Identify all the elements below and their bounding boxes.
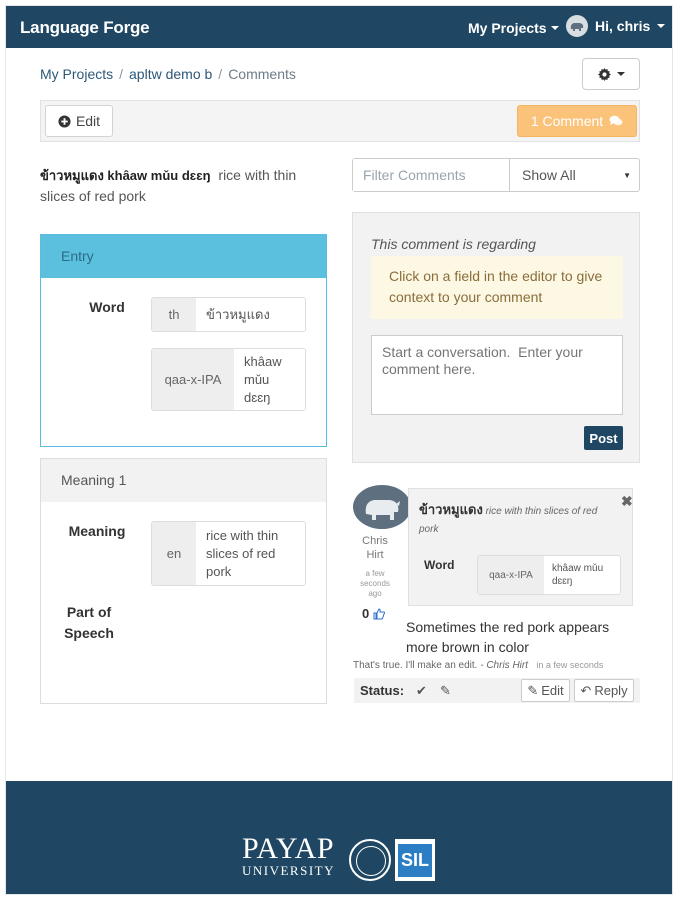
status-label: Status:: [360, 683, 405, 698]
meaning-en-value[interactable]: rice with thin slices of red pork: [196, 522, 305, 585]
footer: [6, 781, 673, 895]
context-lexeme-word: ข้าวหมูแดง: [419, 502, 483, 517]
close-icon[interactable]: ✖: [621, 493, 633, 509]
meaning-en-field[interactable]: [151, 521, 306, 586]
thumbs-up-icon[interactable]: [373, 608, 385, 620]
entry-panel: [40, 234, 327, 447]
payap-logo: [242, 834, 335, 878]
context-ipa-value: khâaw mǔu dɛɛŋ: [544, 556, 620, 594]
meaning-panel-header: Meaning 1: [41, 459, 326, 502]
summary-definition: rice with thin slices of red pork: [40, 167, 297, 204]
context-ipa-field: [477, 555, 621, 595]
plus-circle-icon: [58, 115, 71, 128]
user-label: Hi, chris: [595, 18, 651, 34]
caret-down-icon: [551, 26, 559, 30]
comment-author: Chris Hirt: [362, 535, 388, 561]
context-word-label: Word: [424, 558, 455, 572]
meaning-en-tag: en: [152, 522, 196, 585]
meaning-field-label: Meaning: [68, 523, 126, 539]
word-ipa-value[interactable]: khâaw mǔu dɛɛŋ: [234, 349, 305, 410]
avatar: [353, 485, 411, 529]
brand-title[interactable]: Language Forge: [20, 18, 150, 37]
context-lexeme: [419, 501, 619, 539]
like-count: 0: [362, 606, 370, 621]
word-ipa-field[interactable]: [151, 348, 306, 411]
word-ipa-tag: qaa-x-IPA: [152, 349, 234, 410]
payap-logo-top: PAYAP: [242, 832, 335, 865]
breadcrumb-project[interactable]: apltw demo b: [129, 66, 213, 82]
comment-time: a few seconds ago: [360, 569, 390, 598]
edit-icon: ✎: [527, 682, 539, 698]
comment-filter-group: [352, 158, 640, 192]
reply-button-label: Reply: [594, 683, 628, 698]
show-all-select[interactable]: [510, 159, 639, 191]
edit-comment-label: Edit: [541, 683, 564, 698]
word-th-tag: th: [152, 298, 196, 331]
breadcrumb-projects[interactable]: My Projects: [40, 66, 114, 82]
reply-icon: ↶: [580, 682, 592, 698]
reply-item: [353, 660, 643, 671]
sil-logo-text: SIL: [398, 844, 432, 877]
sil-logo: [395, 839, 435, 881]
word-th-field[interactable]: [151, 297, 306, 332]
comment-status-bar: [354, 678, 640, 703]
breadcrumb-separator: /: [218, 66, 223, 82]
context-ipa-tag: qaa-x-IPA: [478, 556, 544, 594]
entry-summary: [40, 165, 330, 207]
new-comment-panel: [352, 212, 640, 463]
avatar-icon: [566, 15, 588, 37]
word-th-value[interactable]: ข้าวหมูแดง: [196, 298, 305, 331]
settings-button[interactable]: [582, 58, 640, 90]
university-seal-icon: [349, 839, 391, 881]
reply-button[interactable]: [574, 679, 634, 702]
entry-panel-header: Entry: [41, 235, 326, 278]
my-projects-label: My Projects: [468, 20, 547, 36]
editor-toolbar: [40, 100, 640, 142]
filter-comments-input[interactable]: [353, 159, 510, 191]
comment-context-card: [408, 488, 633, 606]
caret-down-icon: [617, 72, 625, 76]
edit-icon[interactable]: ✎: [440, 683, 451, 698]
part-of-speech-label: Part of Speech: [64, 604, 114, 641]
comment-count-label: 1 Comment: [530, 113, 604, 129]
context-definition: rice with thin slices of red pork: [419, 506, 598, 535]
reply-author: - Chris Hirt: [480, 660, 528, 671]
comment-textarea[interactable]: [371, 335, 623, 415]
meaning-panel: [40, 458, 327, 704]
gear-icon: [598, 68, 611, 81]
show-all-label: Show All: [522, 167, 576, 183]
check-icon[interactable]: ✔: [416, 683, 427, 698]
user-menu[interactable]: [566, 15, 665, 37]
breadcrumb-separator: /: [119, 66, 124, 82]
word-field-label: Word: [89, 299, 125, 315]
comments-toggle-button[interactable]: [517, 105, 637, 137]
edit-button-label: Edit: [75, 113, 101, 129]
avatar-icon: [362, 492, 402, 522]
post-button[interactable]: Post: [584, 426, 623, 450]
select-arrow-icon: ▼: [623, 170, 631, 180]
payap-logo-bottom: UNIVERSITY: [242, 863, 335, 878]
my-projects-menu[interactable]: [468, 20, 559, 36]
caret-down-icon: [657, 24, 665, 28]
app-frame: [5, 5, 673, 895]
edit-button[interactable]: [45, 105, 113, 137]
comment-text: Sometimes the red pork appears more brown in color: [406, 619, 610, 655]
reply-text: That's true. I'll make an edit.: [353, 660, 478, 671]
reply-time: in a few seconds: [536, 660, 604, 670]
like-control[interactable]: [362, 606, 385, 621]
regarding-label: This comment is regarding: [371, 236, 536, 252]
comments-icon: [609, 115, 623, 127]
navbar: [6, 6, 673, 48]
context-hint: Click on a field in the editor to give context to your comment: [371, 256, 623, 319]
breadcrumb: [40, 66, 296, 82]
summary-lexeme: ข้าวหมูแดง khâaw mǔu dɛɛŋ: [40, 168, 211, 183]
breadcrumb-current: Comments: [228, 66, 296, 82]
edit-comment-button[interactable]: [521, 679, 570, 702]
